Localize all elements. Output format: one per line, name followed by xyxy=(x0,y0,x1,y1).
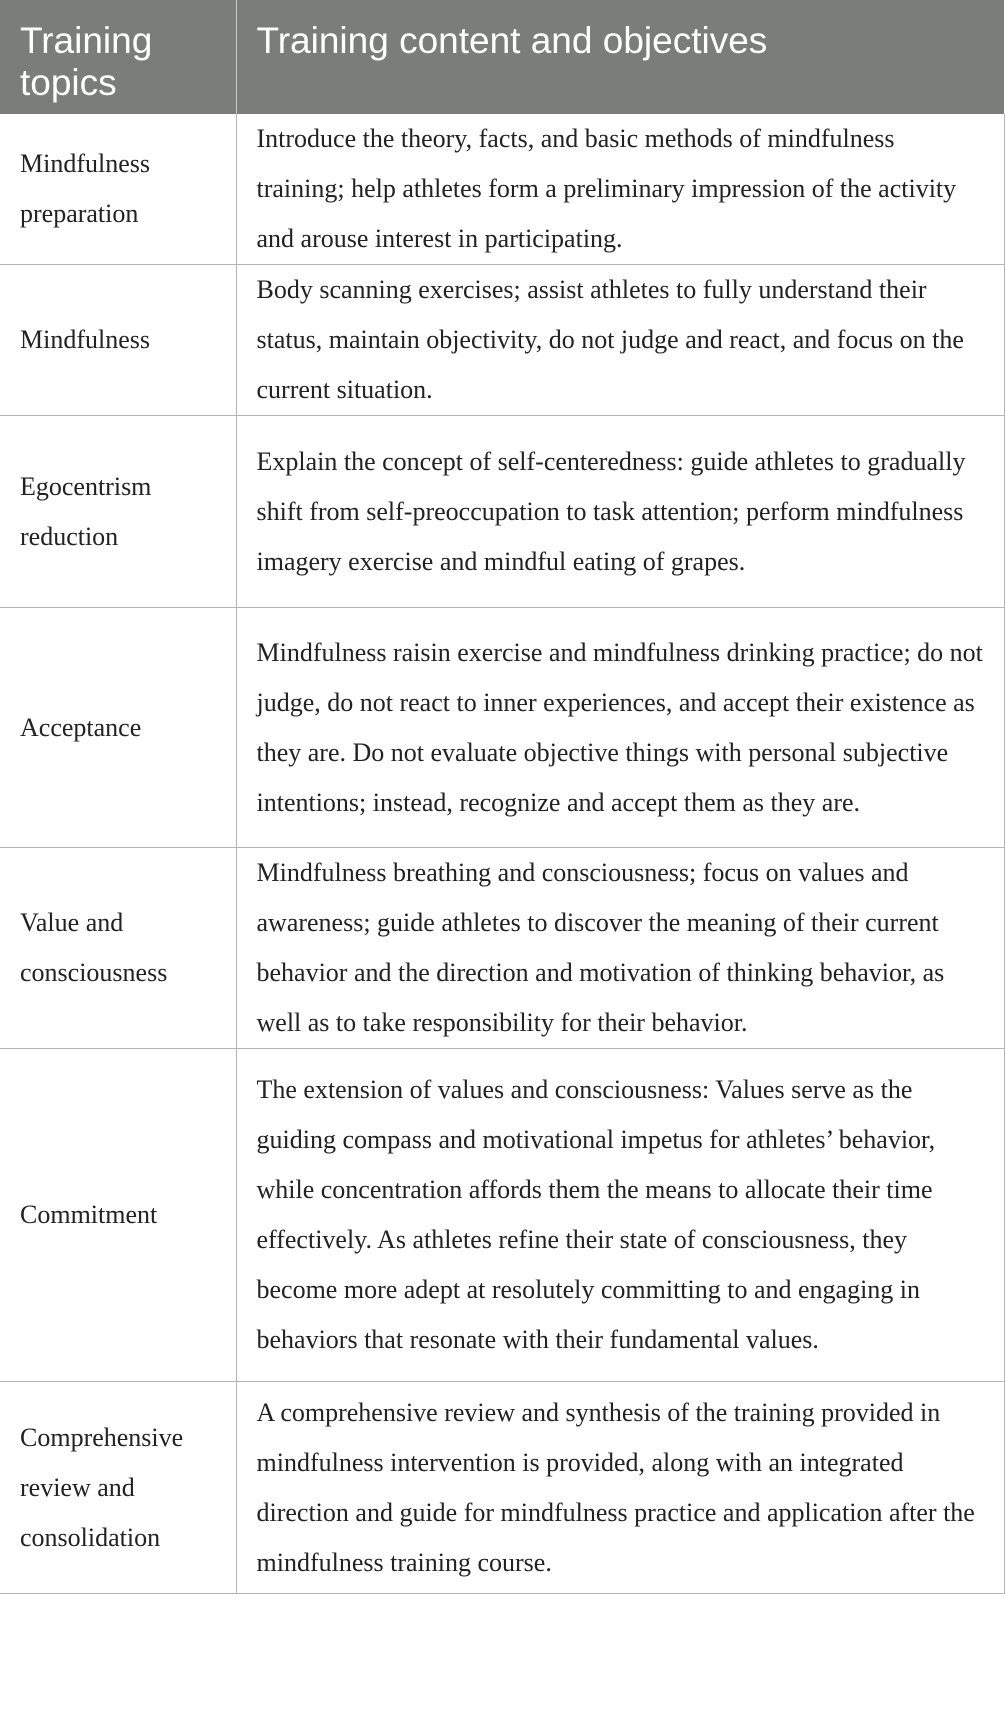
row-content-cell: Mindfulness breathing and consciousness; focus on values and awareness; guide athletes to discover the meaning of their current behavior and the direction and motivation of thinking behavior, as well as to take responsibility for their behavior. xyxy=(236,848,1004,1049)
row-topic-cell: Egocentrism reduction xyxy=(0,416,236,608)
header-training-content: Training content and objectives xyxy=(236,0,1004,114)
row-topic-cell: Commitment xyxy=(0,1049,236,1382)
row-topic-cell: Mindfulness xyxy=(0,265,236,416)
row-topic-cell: Value and consciousness xyxy=(0,848,236,1049)
table-row xyxy=(0,608,1004,848)
row-topic-cell: Comprehensive review and consolidation xyxy=(0,1382,236,1594)
row-content-cell: Mindfulness raisin exercise and mindfulness drinking practice; do not judge, do not react to inner experiences, and accept their existence as they are. Do not evaluate objective things with personal subjective intentions; instead, recognize and accept them as they are. xyxy=(236,608,1004,848)
table-row xyxy=(0,1049,1004,1382)
row-topic-cell: Mindfulness preparation xyxy=(0,114,236,265)
table-row xyxy=(0,848,1004,1049)
row-content-cell: The extension of values and consciousness: Values serve as the guiding compass and motivational impetus for athletes’ behavior, while concentration affords them the means to allocate their time effectively. As athletes refine their state of consciousness, they become more adept at resolutely committing to and engaging in behaviors that resonate with their fundamental values. xyxy=(236,1049,1004,1382)
row-content-cell: Explain the concept of self-centeredness: guide athletes to gradually shift from self-preoccupation to task attention; perform mindfulness imagery exercise and mindful eating of grapes. xyxy=(236,416,1004,608)
row-topic-cell: Acceptance xyxy=(0,608,236,848)
header-row xyxy=(0,0,1004,114)
table-body xyxy=(0,114,1004,1594)
row-content-cell: Body scanning exercises; assist athletes to fully understand their status, maintain objectivity, do not judge and react, and focus on the current situation. xyxy=(236,265,1004,416)
table-header xyxy=(0,0,1004,114)
table-row xyxy=(0,416,1004,608)
table-row xyxy=(0,265,1004,416)
row-content-cell: Introduce the theory, facts, and basic methods of mindfulness training; help athletes form a preliminary impression of the activity and arouse interest in participating. xyxy=(236,114,1004,265)
table-row xyxy=(0,114,1004,265)
table-row xyxy=(0,1382,1004,1594)
row-content-cell: A comprehensive review and synthesis of the training provided in mindfulness intervention is provided, along with an integrated direction and guide for mindfulness practice and application after the mindfulness training course. xyxy=(236,1382,1004,1594)
header-training-topics: Training topics xyxy=(0,0,236,114)
